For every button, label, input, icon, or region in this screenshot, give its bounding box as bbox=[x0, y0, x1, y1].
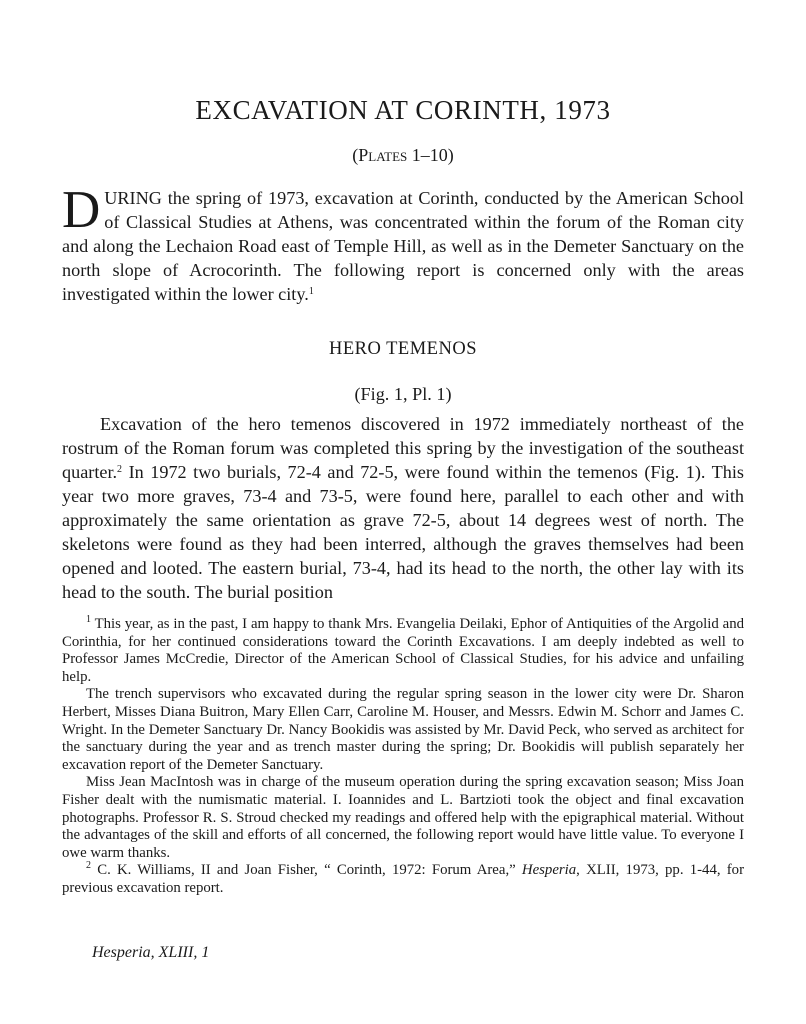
section-heading: HERO TEMENOS bbox=[328, 339, 477, 359]
drop-cap: D bbox=[62, 181, 101, 239]
plates-reference bbox=[62, 145, 744, 166]
footnote-1-mark: 1 bbox=[86, 614, 91, 625]
footnote-1-para-2: The trench supervisors who excavated during the regular spring season in the lower city were Dr. Sharon Herbert, Misses Diana Buitron, Mary Ellen Carr, Caroline M. Houser, and Messrs. Edwin M. Schorr and James C. Wright. In the Demeter Sanctuary Dr. Nancy Bookidis was assisted by Mr. David Peck, who served as architect for the sanctuary during the year and as trench master during the spring; Dr. Bookidis will publish separately her excavation report of the Demeter Sanctuary. bbox=[62, 686, 744, 773]
intro-paragraph bbox=[62, 181, 744, 306]
footnote-2-text-1: C. K. Williams, II and Joan Fisher, “ Corinth, 1972: Forum Area,” bbox=[97, 862, 522, 879]
intro-text: URING the spring of 1973, excavation at Corinth, conducted by the American School of Classical Studies at Athens, was concentrated within the forum of the Roman city and along the Lechaion Road east of Temple Hill, as well as in the Demeter Sanctuary on the north slope of Acrocorinth. The following report is concerned only with the areas investigated within the lower city. bbox=[62, 188, 744, 304]
footnote-2-journal: Hesperia bbox=[521, 862, 577, 879]
footnote-1-text-1: This year, as in the past, I am happy to thank Mrs. Evangelia Deilaki, Ephor of Antiquities of the Argolid and Corinthia, for her continued considerations toward the Corinth Excavations. I am deeply indebted as well to Professor James McCredie, Director of the American School of Classical Studies, for his advice and unfailing help. bbox=[62, 616, 744, 685]
body-text-part2: In 1972 two burials, 72-4 and 72-5, were found within the temenos (Fig. 1). This year two more graves, 73-4 and 73-5, were found here, parallel to each other and with approximately the same orientation as grave 72-5, about 14 degrees west of north. The skeletons were found as they had been interred, although the graves themselves had been opened and looted. The eastern burial, 73-4, had its head to the north, the other lay with its head to the south. The burial position bbox=[62, 462, 744, 602]
footnote-1-para-1 bbox=[62, 616, 744, 686]
page-title: EXCAVATION AT CORINTH, 1973 bbox=[195, 95, 611, 125]
footnote-2 bbox=[62, 862, 744, 897]
journal-citation: Hesperia, XLIII, 1 bbox=[92, 944, 210, 961]
footnote-ref-1[interactable]: 1 bbox=[308, 286, 314, 297]
footnote-ref-2[interactable]: 2 bbox=[117, 464, 123, 475]
footnote-1-para-3: Miss Jean MacIntosh was in charge of the museum operation during the spring excavation season; Miss Joan Fisher dealt with the numismatic material. I. Ioannides and L. Bartzioti took the object and final excavation photographs. Professor R. S. Stroud checked my readings and offered help with the epigraphical material. Without the advantages of the skill and efforts of all concerned, the following report would have little value. To everyone I owe warm thanks. bbox=[62, 774, 744, 861]
footnote-2-mark: 2 bbox=[86, 860, 91, 872]
figure-reference: (Fig. 1, Pl. 1) bbox=[354, 384, 452, 404]
body-text-part1: Excavation of the hero temenos discovered in 1972 immediately northeast of the rostrum of the Roman forum was completed this spring by the investigation of the southeast quarter. bbox=[62, 414, 744, 482]
plates-text: (Plates 1–10) bbox=[352, 145, 454, 165]
body-paragraph bbox=[62, 412, 744, 604]
footnote-2-text-2: , XLII, 1973, pp. 1-44, for previous excavation report. bbox=[62, 862, 745, 896]
footnotes bbox=[62, 616, 744, 898]
